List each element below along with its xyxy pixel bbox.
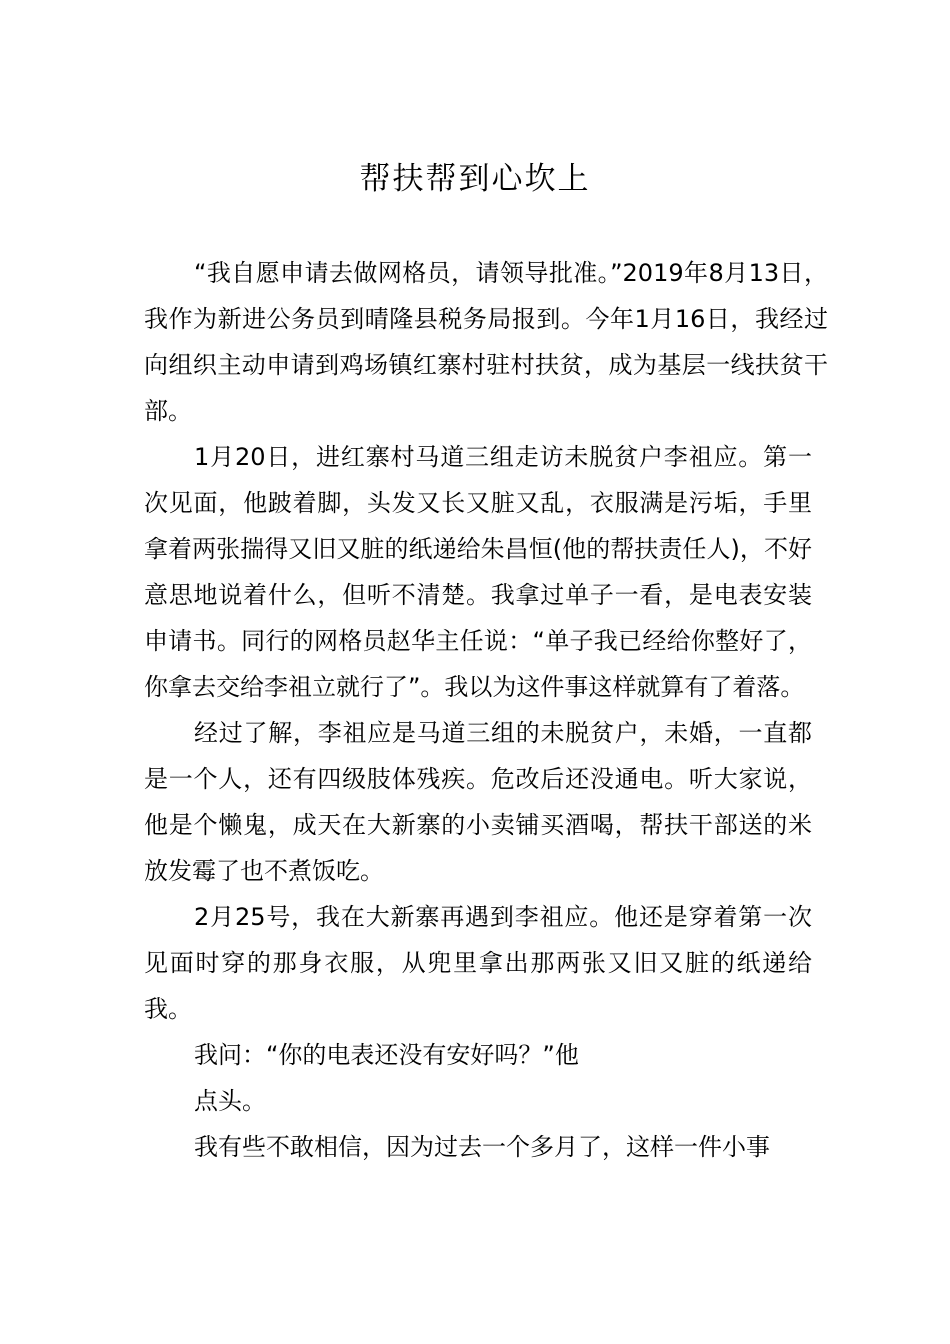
paragraph: 我有些不敢相信，因为过去一个多月了，这样一件小事	[194, 1133, 770, 1161]
document-body	[144, 250, 828, 1170]
paragraph: “我自愿申请去做网格员，请领导批准。”2019年8月13日，我作为新进公务员到晴隆县税务局报到。今年1月16日，我经过向组织主动申请到鸡场镇红寨村驻村扶贫，成为基层一线扶贫干部。	[144, 259, 828, 425]
paragraph: 点头。	[194, 1087, 266, 1115]
document-title: 帮扶帮到心坎上	[359, 161, 591, 197]
paragraph: 1月20日，进红寨村马道三组走访未脱贫户李祖应。第一次见面，他跛着脚，头发又长又脏又乱，衣服满是污垢，手里拿着两张揣得又旧又脏的纸递给朱昌恒(他的帮扶责任人)，不好意思地说着什么，但听不清楚。我拿过单子一看，是电表安装申请书。同行的网格员赵华主任说：“单子我已经给你整好了，你拿去交给李祖立就行了”。我以为这件事这样就算有了着落。	[144, 443, 812, 701]
paragraph: 2月25号，我在大新寨再遇到李祖应。他还是穿着第一次见面时穿的那身衣服，从兜里拿出那两张又旧又脏的纸递给我。	[144, 903, 812, 1023]
paragraph: 我问：“你的电表还没有安好吗？”他	[194, 1041, 579, 1069]
paragraph: 经过了解，李祖应是马道三组的未脱贫户，未婚，一直都是一个人，还有四级肢体残疾。危改后还没通电。听大家说，他是个懒鬼，成天在大新寨的小卖铺买酒喝，帮扶干部送的米放发霉了也不煮饭吃。	[144, 719, 812, 885]
